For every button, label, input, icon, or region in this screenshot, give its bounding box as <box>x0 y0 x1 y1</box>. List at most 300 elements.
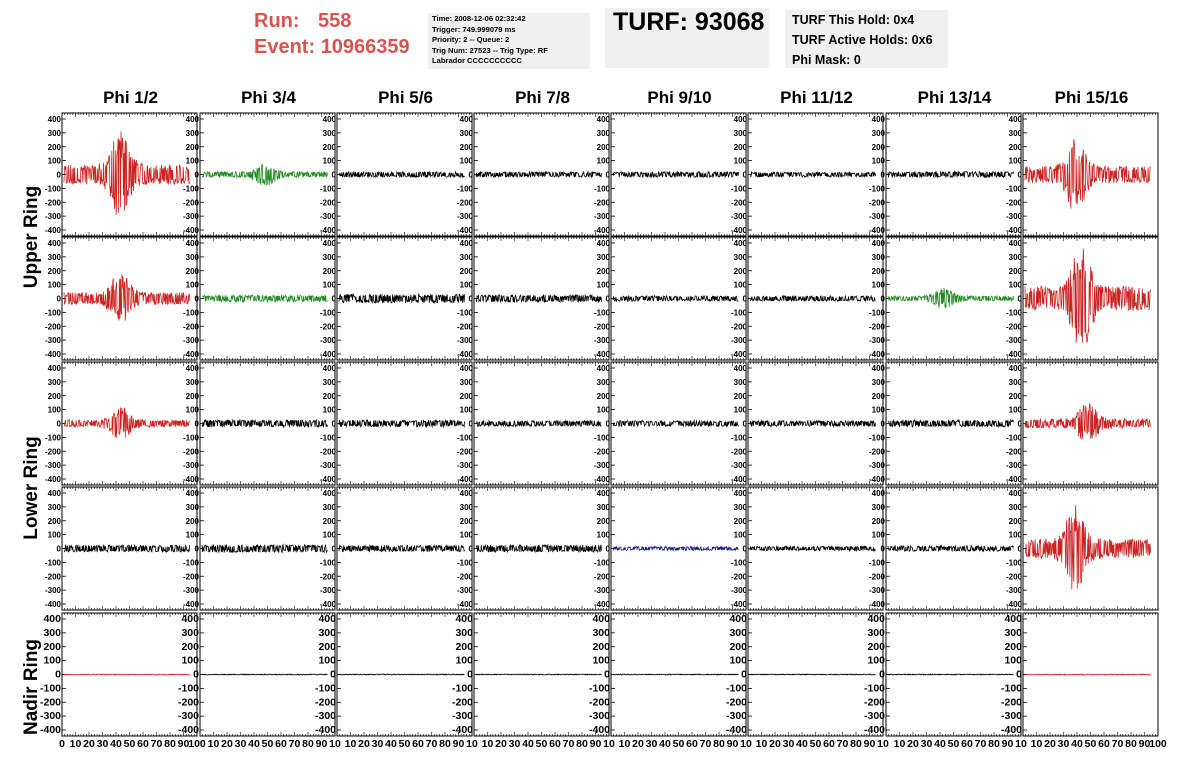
y-tick-label: -200 <box>39 696 61 709</box>
y-tick-label: 100 <box>47 156 61 166</box>
y-tick-label: -100 <box>182 184 199 194</box>
waveform-trace-r0c7 <box>1025 139 1151 208</box>
y-tick-label: 300 <box>47 128 61 138</box>
y-tick-label: -400 <box>44 475 61 484</box>
x-tick-label: 20 <box>769 738 781 750</box>
y-tick-label: 200 <box>47 142 61 152</box>
y-tick-label: 400 <box>596 489 610 498</box>
x-tick-label: 90 <box>1001 738 1014 750</box>
x-tick-label: 60 <box>823 738 835 750</box>
y-tick-label: 200 <box>729 640 747 653</box>
y-tick-label: -300 <box>44 212 61 222</box>
x-tick-label: 30 <box>782 738 795 750</box>
y-tick-label: -400 <box>182 475 199 484</box>
y-tick-label: -300 <box>456 586 473 596</box>
x-tick-label: 60 <box>686 738 698 750</box>
y-tick-label: 200 <box>455 640 473 653</box>
y-tick-label: -400 <box>593 350 610 359</box>
y-tick-label: 300 <box>596 377 610 387</box>
y-tick-label: 300 <box>459 502 473 512</box>
y-tick-label: 300 <box>185 252 199 262</box>
x-tick-label: 90 <box>177 738 190 750</box>
y-tick-label: 100 <box>596 530 610 540</box>
waveform-trace-r1c6 <box>888 288 1014 309</box>
x-tick-label: 40 <box>385 738 397 750</box>
y-tick-label: 0 <box>605 419 610 429</box>
y-tick-label: 300 <box>1004 626 1022 639</box>
y-tick-label: 100 <box>592 654 610 667</box>
y-tick-label: -300 <box>1005 586 1022 596</box>
y-tick-label: -300 <box>319 586 336 596</box>
y-tick-label: 0 <box>194 170 199 180</box>
y-tick-label: -300 <box>1005 461 1022 471</box>
y-tick-label: -300 <box>182 212 199 222</box>
y-tick-label: -200 <box>182 322 199 332</box>
y-tick-label: 100 <box>322 156 336 166</box>
column-header-5: Phi 9/10 <box>647 88 712 107</box>
y-tick-label: -400 <box>451 724 473 736</box>
y-tick-label: -100 <box>456 308 473 318</box>
y-tick-label: 400 <box>455 613 473 625</box>
x-tick-label: 10 <box>466 738 478 750</box>
y-tick-label: 400 <box>47 364 61 373</box>
y-tick-label: 0 <box>880 419 885 429</box>
x-tick-label: 100 <box>188 738 206 750</box>
y-tick-label: -400 <box>177 724 199 736</box>
x-tick-label: 90 <box>726 738 739 750</box>
y-tick-label: -100 <box>730 308 747 318</box>
y-tick-label: 0 <box>194 419 199 429</box>
y-tick-label: -200 <box>1005 198 1022 208</box>
y-tick-label: -300 <box>319 212 336 222</box>
y-tick-label: -400 <box>730 226 747 235</box>
x-tick-label: 90 <box>452 738 465 750</box>
y-tick-label: 0 <box>55 668 61 681</box>
waveform-trace-r4c1 <box>202 674 328 675</box>
y-tick-label: -200 <box>593 447 610 457</box>
y-tick-label: 100 <box>181 654 199 667</box>
waveform-trace-r2c4 <box>613 421 739 427</box>
y-tick-label: 200 <box>185 391 199 401</box>
y-tick-label: 200 <box>47 516 61 526</box>
y-tick-label: -100 <box>593 433 610 443</box>
y-tick-label: -100 <box>456 184 473 194</box>
y-tick-label: 100 <box>1004 654 1022 667</box>
y-tick-label: 100 <box>596 405 610 415</box>
waveform-trace-r2c6 <box>888 420 1014 427</box>
x-tick-label: 70 <box>150 738 163 750</box>
y-tick-label: 200 <box>459 266 473 276</box>
y-tick-label: 100 <box>322 280 336 290</box>
x-tick-label: 60 <box>549 738 561 750</box>
x-tick-label: 10 <box>1030 738 1043 750</box>
y-tick-label: 300 <box>871 252 885 262</box>
y-tick-label: 200 <box>47 266 61 276</box>
y-tick-label: 400 <box>43 613 61 625</box>
x-tick-label: 50 <box>1084 738 1097 750</box>
turf-active-holds: TURF Active Holds: 0x6 <box>792 33 933 47</box>
waveform-trace-r3c0 <box>64 545 190 552</box>
y-tick-label: 100 <box>733 280 747 290</box>
x-tick-label: 10 <box>755 738 768 750</box>
y-tick-label: 100 <box>455 654 473 667</box>
y-tick-label: -200 <box>593 198 610 208</box>
y-tick-label: 100 <box>871 530 885 540</box>
y-tick-label: 300 <box>47 252 61 262</box>
y-tick-label: 200 <box>459 516 473 526</box>
y-tick-label: -300 <box>456 212 473 222</box>
y-tick-label: -300 <box>593 212 610 222</box>
y-tick-label: -300 <box>182 586 199 596</box>
y-tick-label: 400 <box>733 364 747 373</box>
waveform-trace-r0c5 <box>750 172 876 177</box>
y-tick-label: 300 <box>47 377 61 387</box>
y-tick-label: -100 <box>182 308 199 318</box>
x-tick-label: 10 <box>877 738 889 750</box>
x-tick-label: 10 <box>207 738 220 750</box>
y-tick-label: -400 <box>1005 475 1022 484</box>
y-tick-label: -300 <box>456 461 473 471</box>
y-tick-label: 100 <box>185 530 199 540</box>
y-tick-label: 100 <box>47 530 61 540</box>
y-tick-label: 400 <box>185 239 199 248</box>
panel-frame-r1c2 <box>337 237 472 360</box>
y-tick-label: 400 <box>185 364 199 373</box>
y-tick-label: 0 <box>56 544 61 554</box>
y-tick-label: -100 <box>44 308 61 318</box>
column-header-8: Phi 15/16 <box>1054 88 1129 107</box>
y-tick-label: 0 <box>604 668 610 681</box>
y-tick-label: 0 <box>880 170 885 180</box>
y-tick-label: 0 <box>880 294 885 304</box>
x-tick-label: 10 <box>329 738 341 750</box>
y-tick-label: 200 <box>596 516 610 526</box>
y-tick-label: 0 <box>742 170 747 180</box>
y-tick-label: -400 <box>1005 600 1022 609</box>
y-tick-label: 300 <box>322 377 336 387</box>
y-tick-label: 100 <box>459 156 473 166</box>
phi-mask: Phi Mask: 0 <box>792 53 861 67</box>
waveform-trace-r3c7 <box>1025 505 1151 589</box>
y-tick-label: 100 <box>185 405 199 415</box>
y-tick-label: 300 <box>733 252 747 262</box>
event-label: Event: <box>254 36 316 58</box>
y-tick-label: 300 <box>322 252 336 262</box>
y-tick-label: -200 <box>177 696 199 709</box>
y-tick-label: -400 <box>593 600 610 609</box>
y-tick-label: 100 <box>729 654 747 667</box>
y-tick-label: -200 <box>44 572 61 582</box>
x-tick-label: 10 <box>603 738 615 750</box>
x-tick-label: 40 <box>1071 738 1083 750</box>
x-tick-label: 40 <box>248 738 260 750</box>
waveform-trace-r3c1 <box>202 545 328 553</box>
y-tick-label: -400 <box>730 600 747 609</box>
y-tick-label: -100 <box>319 184 336 194</box>
waveform-trace-r0c4 <box>613 172 739 177</box>
y-tick-label: 400 <box>322 239 336 248</box>
y-tick-label: -300 <box>868 461 885 471</box>
y-tick-label: 0 <box>331 294 336 304</box>
y-tick-label: 100 <box>322 405 336 415</box>
x-tick-label: 20 <box>907 738 919 750</box>
y-tick-label: 400 <box>459 364 473 373</box>
y-tick-label: 200 <box>1008 391 1022 401</box>
y-tick-label: -400 <box>1005 226 1022 235</box>
y-tick-label: -400 <box>182 226 199 235</box>
y-tick-label: -300 <box>451 710 473 723</box>
waveform-trace-r4c2 <box>339 674 465 675</box>
y-tick-label: 100 <box>596 156 610 166</box>
waveform-trace-r0c3 <box>476 172 602 177</box>
y-tick-label: 100 <box>733 530 747 540</box>
x-tick-label: 60 <box>275 738 287 750</box>
y-tick-label: 400 <box>1004 613 1022 625</box>
x-tick-label: 50 <box>809 738 822 750</box>
y-tick-label: 400 <box>322 115 336 124</box>
y-tick-label: 0 <box>1017 170 1022 180</box>
y-tick-label: 200 <box>596 142 610 152</box>
y-tick-label: 400 <box>596 239 610 248</box>
y-tick-label: 0 <box>468 419 473 429</box>
y-tick-label: 0 <box>56 419 61 429</box>
y-tick-label: 0 <box>742 544 747 554</box>
y-tick-label: 0 <box>194 294 199 304</box>
y-tick-label: -200 <box>319 447 336 457</box>
y-tick-label: -200 <box>1005 572 1022 582</box>
waveform-trace-r0c1 <box>202 165 328 186</box>
y-tick-label: -200 <box>456 198 473 208</box>
y-tick-label: -400 <box>319 226 336 235</box>
y-tick-label: -100 <box>44 433 61 443</box>
y-tick-label: -300 <box>593 586 610 596</box>
y-tick-label: 200 <box>185 516 199 526</box>
y-tick-label: -200 <box>44 322 61 332</box>
y-tick-label: -100 <box>177 682 199 695</box>
waveform-trace-r1c0 <box>64 274 190 321</box>
x-tick-label: 80 <box>1125 738 1137 750</box>
x-tick-label: 90 <box>863 738 876 750</box>
y-tick-label: -400 <box>730 475 747 484</box>
y-tick-label: -200 <box>730 572 747 582</box>
x-tick-label: 50 <box>535 738 548 750</box>
y-tick-label: -400 <box>456 600 473 609</box>
y-tick-label: 0 <box>880 544 885 554</box>
y-tick-label: 400 <box>1008 239 1022 248</box>
y-tick-label: 100 <box>185 280 199 290</box>
waveform-trace-r1c4 <box>613 296 739 301</box>
x-tick-label: 60 <box>137 738 149 750</box>
waveform-trace-r4c4 <box>613 674 739 675</box>
y-tick-label: 300 <box>871 377 885 387</box>
y-tick-label: -200 <box>588 696 610 709</box>
waveform-trace-r1c2 <box>339 294 465 303</box>
y-tick-label: -100 <box>1005 308 1022 318</box>
y-tick-label: -100 <box>588 682 610 695</box>
waveform-trace-r4c7 <box>1025 674 1151 675</box>
y-tick-label: 300 <box>459 377 473 387</box>
x-tick-label: 10 <box>740 738 752 750</box>
y-tick-label: -100 <box>730 184 747 194</box>
y-tick-label: -100 <box>868 308 885 318</box>
waveform-trace-r1c7 <box>1025 249 1151 343</box>
y-tick-label: 100 <box>459 405 473 415</box>
y-tick-label: 100 <box>459 530 473 540</box>
y-tick-label: 100 <box>318 654 336 667</box>
y-tick-label: 200 <box>185 266 199 276</box>
x-tick-label: 40 <box>659 738 671 750</box>
info-time: Time: 2008-12-06 02:32:42 <box>432 14 526 23</box>
y-tick-label: 100 <box>47 280 61 290</box>
y-tick-label: -100 <box>868 184 885 194</box>
y-tick-label: 300 <box>871 502 885 512</box>
y-tick-label: 0 <box>742 294 747 304</box>
y-tick-label: -300 <box>725 710 747 723</box>
run-value: 558 <box>318 10 352 32</box>
y-tick-label: 300 <box>1008 128 1022 138</box>
y-tick-label: 200 <box>733 391 747 401</box>
y-tick-label: -400 <box>863 724 885 736</box>
y-tick-label: -100 <box>456 433 473 443</box>
x-tick-label: 40 <box>522 738 534 750</box>
waveform-trace-r1c3 <box>476 295 602 302</box>
y-tick-label: -100 <box>1005 433 1022 443</box>
run-label: Run: <box>254 10 300 32</box>
y-tick-label: 200 <box>459 391 473 401</box>
y-tick-label: -400 <box>319 475 336 484</box>
y-tick-label: 100 <box>185 156 199 166</box>
y-tick-label: -300 <box>863 710 885 723</box>
y-tick-label: -400 <box>456 475 473 484</box>
y-tick-label: 100 <box>1008 530 1022 540</box>
y-tick-label: 400 <box>596 364 610 373</box>
y-tick-label: 300 <box>181 626 199 639</box>
waveform-trace-r2c0 <box>64 408 190 439</box>
x-tick-label: 10 <box>618 738 631 750</box>
x-tick-label: 10 <box>893 738 906 750</box>
y-tick-label: 400 <box>592 613 610 625</box>
y-tick-label: -200 <box>182 198 199 208</box>
info-priority: Priority: 2 -- Queue: 2 <box>432 35 510 45</box>
y-tick-label: 300 <box>47 502 61 512</box>
y-tick-label: 400 <box>47 115 61 124</box>
y-tick-label: 0 <box>331 170 336 180</box>
y-tick-label: 200 <box>1004 640 1022 653</box>
y-tick-label: 0 <box>194 544 199 554</box>
y-tick-label: 300 <box>871 128 885 138</box>
y-tick-label: 0 <box>1017 419 1022 429</box>
y-tick-label: 200 <box>871 391 885 401</box>
y-tick-label: -200 <box>725 696 747 709</box>
x-tick-label: 50 <box>123 738 136 750</box>
y-tick-label: -300 <box>730 212 747 222</box>
y-tick-label: 300 <box>733 502 747 512</box>
x-tick-label: 80 <box>439 738 451 750</box>
y-tick-label: 0 <box>605 294 610 304</box>
column-header-1: Phi 1/2 <box>103 88 158 107</box>
y-tick-label: 0 <box>468 544 473 554</box>
y-tick-label: 200 <box>733 142 747 152</box>
y-tick-label: 200 <box>871 142 885 152</box>
y-tick-label: 200 <box>322 391 336 401</box>
y-tick-label: -200 <box>456 322 473 332</box>
y-tick-label: 0 <box>605 544 610 554</box>
y-tick-label: 0 <box>467 668 473 681</box>
y-tick-label: -300 <box>730 586 747 596</box>
x-tick-label: 20 <box>358 738 370 750</box>
y-tick-label: -200 <box>730 447 747 457</box>
y-tick-label: 200 <box>867 640 885 653</box>
y-tick-label: -400 <box>868 475 885 484</box>
x-tick-label: 90 <box>315 738 328 750</box>
y-tick-label: -400 <box>730 350 747 359</box>
y-tick-label: 100 <box>43 654 61 667</box>
y-tick-label: 300 <box>867 626 885 639</box>
y-tick-label: -300 <box>182 336 199 346</box>
y-tick-label: -100 <box>593 308 610 318</box>
y-tick-label: 400 <box>733 115 747 124</box>
y-tick-label: -400 <box>314 724 336 736</box>
y-tick-label: -300 <box>44 336 61 346</box>
y-tick-label: -400 <box>593 475 610 484</box>
y-tick-label: 300 <box>596 252 610 262</box>
y-tick-label: -400 <box>44 226 61 235</box>
y-tick-label: -400 <box>182 600 199 609</box>
y-tick-label: 300 <box>459 252 473 262</box>
y-tick-label: -300 <box>319 461 336 471</box>
x-tick-label: 20 <box>632 738 644 750</box>
waveform-trace-r1c5 <box>750 296 876 301</box>
y-tick-label: 200 <box>318 640 336 653</box>
y-tick-label: 300 <box>322 128 336 138</box>
row-label-lower-ring: Lower Ring <box>21 436 42 540</box>
x-tick-label: 30 <box>1057 738 1070 750</box>
y-tick-label: -300 <box>730 336 747 346</box>
y-tick-label: 400 <box>733 239 747 248</box>
y-tick-label: 0 <box>56 294 61 304</box>
y-tick-label: 100 <box>459 280 473 290</box>
y-tick-label: -400 <box>868 350 885 359</box>
x-tick-label: 30 <box>920 738 933 750</box>
y-tick-label: 400 <box>1008 489 1022 498</box>
y-tick-label: -400 <box>588 724 610 736</box>
column-header-4: Phi 7/8 <box>515 88 570 107</box>
x-tick-label: 80 <box>302 738 314 750</box>
turf-number: TURF: 93068 <box>613 8 765 36</box>
y-tick-label: -300 <box>593 336 610 346</box>
y-tick-label: -100 <box>314 682 336 695</box>
y-tick-label: -300 <box>593 461 610 471</box>
y-tick-label: 200 <box>871 516 885 526</box>
y-tick-label: 0 <box>468 170 473 180</box>
y-tick-label: -200 <box>319 198 336 208</box>
x-tick-label: 90 <box>1138 738 1151 750</box>
y-tick-label: 100 <box>867 654 885 667</box>
y-tick-label: -100 <box>868 433 885 443</box>
waveform-trace-r4c6 <box>888 674 1014 675</box>
row-label-upper-ring: Upper Ring <box>21 185 42 289</box>
y-tick-label: -100 <box>725 682 747 695</box>
y-tick-label: -200 <box>182 572 199 582</box>
y-tick-label: -200 <box>314 696 336 709</box>
y-tick-label: -400 <box>1000 724 1022 736</box>
y-tick-label: -400 <box>39 724 61 736</box>
y-tick-label: -200 <box>1000 696 1022 709</box>
y-tick-label: -100 <box>182 433 199 443</box>
x-tick-label: 50 <box>672 738 685 750</box>
y-tick-label: -200 <box>868 198 885 208</box>
y-tick-label: -300 <box>456 336 473 346</box>
